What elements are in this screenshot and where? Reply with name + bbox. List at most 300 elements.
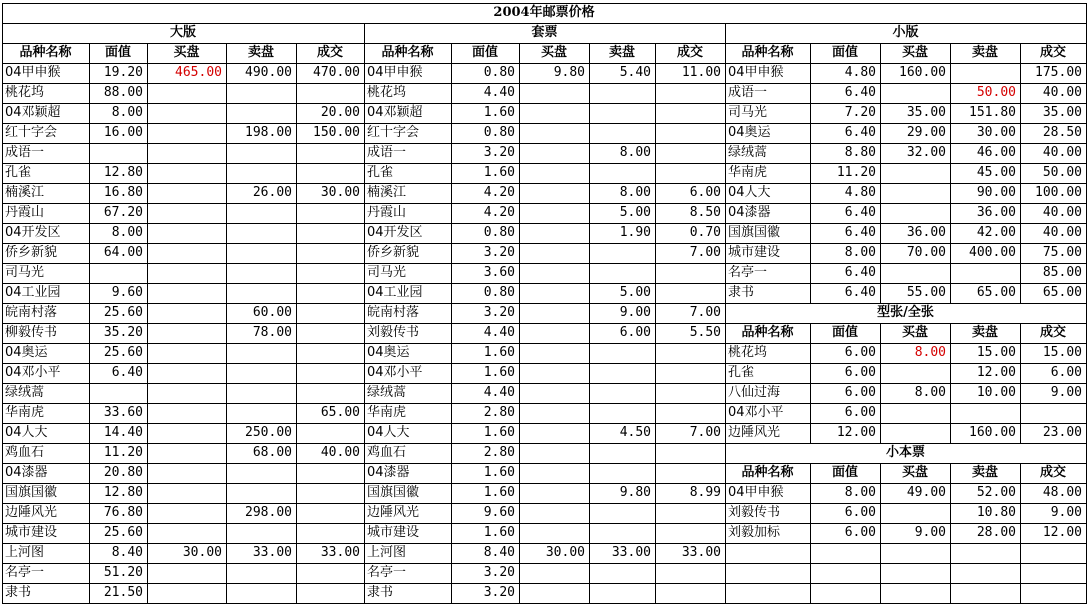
taopiao-cell-sell xyxy=(589,363,655,383)
grid-line xyxy=(519,43,520,603)
xiaoban-cell-sell: 45.00 xyxy=(976,165,1016,180)
xiaoban-cell-sell: 50.00 xyxy=(976,85,1016,100)
grid-line xyxy=(147,43,148,603)
grid-line xyxy=(725,423,1087,424)
taopiao-cell-buy xyxy=(519,283,589,303)
taopiao-cell-sell xyxy=(589,123,655,143)
daban-cell-name: 国旗国徽 xyxy=(5,485,58,500)
daban-cell-deal xyxy=(296,83,364,103)
daban-cell-buy xyxy=(147,243,226,263)
taopiao-cell-deal: 8.99 xyxy=(689,485,721,500)
taopiao-cell-buy xyxy=(519,83,589,103)
daban-cell-sell: 250.00 xyxy=(245,425,292,440)
grid-line xyxy=(655,43,656,603)
grid-line xyxy=(725,483,1087,484)
grid-line xyxy=(880,463,881,603)
daban-cell-sell xyxy=(226,243,296,263)
taopiao-cell-sell xyxy=(589,263,655,283)
xingzhang-cell-sell: 160.00 xyxy=(969,425,1016,440)
xiaoban-cell-deal: 28.50 xyxy=(1042,125,1082,140)
xingzhang-column-header: 品种名称 xyxy=(741,325,794,340)
daban-cell-name: 04人大 xyxy=(5,425,48,440)
taopiao-cell-deal xyxy=(655,383,725,403)
xiaoban-cell-sell: 151.80 xyxy=(969,105,1016,120)
daban-cell-face: 25.60 xyxy=(103,305,143,320)
daban-cell-deal xyxy=(296,423,364,443)
taopiao-cell-buy xyxy=(519,423,589,443)
xiaobenpiao-column-header: 卖盘 xyxy=(971,465,998,480)
grid-line xyxy=(725,243,1087,244)
daban-cell-face: 8.00 xyxy=(111,105,143,120)
daban-cell-buy xyxy=(147,403,226,423)
grid-line xyxy=(950,323,951,443)
taopiao-cell-face: 1.60 xyxy=(483,525,515,540)
daban-cell-face xyxy=(89,143,147,163)
taopiao-cell-face: 0.80 xyxy=(483,125,515,140)
xingzhang-cell-name: 桃花坞 xyxy=(728,345,768,360)
taopiao-cell-deal: 7.00 xyxy=(689,425,721,440)
grid-line xyxy=(1020,323,1021,443)
xiaobenpiao-cell-deal: 12.00 xyxy=(1042,525,1082,540)
xingzhang-cell-name: 八仙过海 xyxy=(728,385,781,400)
daban-cell-face: 11.20 xyxy=(103,445,143,460)
daban-cell-buy xyxy=(147,323,226,343)
taopiao-cell-buy xyxy=(519,223,589,243)
xiaoban-cell-name: 04奥运 xyxy=(728,125,771,140)
xingzhang-cell-deal: 9.00 xyxy=(1050,385,1082,400)
grid-line xyxy=(725,203,1087,204)
taopiao-cell-deal xyxy=(655,563,725,583)
taopiao-cell-buy xyxy=(519,443,589,463)
taopiao-cell-face: 0.80 xyxy=(483,285,515,300)
xiaoban-cell-name: 司马光 xyxy=(728,105,768,120)
taopiao-cell-name: 04甲申猴 xyxy=(367,65,423,80)
xiaoban-cell-face: 4.80 xyxy=(844,65,876,80)
daban-cell-name: 孔雀 xyxy=(5,165,32,180)
daban-cell-deal xyxy=(296,203,364,223)
daban-cell-name: 04邓颖超 xyxy=(5,105,61,120)
xiaoban-cell-face: 8.80 xyxy=(844,145,876,160)
grid-line xyxy=(725,123,1087,124)
taopiao-cell-name: 刘毅传书 xyxy=(367,325,420,340)
taopiao-cell-deal xyxy=(655,503,725,523)
daban-cell-sell xyxy=(226,523,296,543)
taopiao-cell-face: 3.60 xyxy=(483,265,515,280)
grid-line xyxy=(725,23,1087,24)
xiaoban-cell-name: 04漆器 xyxy=(728,205,771,220)
daban-cell-buy xyxy=(147,203,226,223)
taopiao-cell-buy xyxy=(519,363,589,383)
daban-cell-face: 21.50 xyxy=(103,585,143,600)
taopiao-cell-name: 华南虎 xyxy=(367,405,407,420)
taopiao-cell-deal xyxy=(655,143,725,163)
daban-cell-buy xyxy=(147,123,226,143)
daban-cell-face: 51.20 xyxy=(103,565,143,580)
taopiao-cell-deal xyxy=(655,403,725,423)
grid-line xyxy=(725,103,1087,104)
daban-cell-face: 88.00 xyxy=(103,85,143,100)
grid-line xyxy=(880,323,881,443)
xingzhang-cell-buy: 8.00 xyxy=(914,385,946,400)
grid-line xyxy=(725,323,1087,324)
taopiao-cell-name: 04奥运 xyxy=(367,345,410,360)
daban-cell-face: 12.80 xyxy=(103,485,143,500)
taopiao-cell-deal xyxy=(655,163,725,183)
taopiao-cell-face: 4.40 xyxy=(483,325,515,340)
xiaoban-column-header: 成交 xyxy=(1039,45,1066,60)
taopiao-column-header: 品种名称 xyxy=(381,45,434,60)
daban-cell-buy xyxy=(147,563,226,583)
xingzhang-cell-face: 6.00 xyxy=(844,345,876,360)
taopiao-cell-buy xyxy=(519,263,589,283)
daban-cell-face: 16.00 xyxy=(103,125,143,140)
taopiao-cell-deal xyxy=(655,123,725,143)
taopiao-cell-sell xyxy=(589,443,655,463)
grid-line xyxy=(725,223,1087,224)
taopiao-cell-buy xyxy=(519,103,589,123)
xiaoban-cell-deal: 40.00 xyxy=(1042,85,1082,100)
daban-cell-sell: 298.00 xyxy=(245,505,292,520)
xingzhang-cell-sell: 15.00 xyxy=(976,345,1016,360)
xingzhang-cell-face: 12.00 xyxy=(836,425,876,440)
xingzhang-cell-face: 6.00 xyxy=(844,365,876,380)
daban-cell-name: 皖南村落 xyxy=(5,305,58,320)
daban-cell-deal xyxy=(296,523,364,543)
taopiao-cell-buy xyxy=(519,243,589,263)
taopiao-cell-face: 4.20 xyxy=(483,205,515,220)
daban-column-header: 买盘 xyxy=(173,45,200,60)
taopiao-cell-sell xyxy=(589,583,655,603)
daban-cell-deal xyxy=(296,263,364,283)
grid-line xyxy=(810,463,811,603)
daban-cell-deal: 30.00 xyxy=(320,185,360,200)
xingzhang-column-header: 面值 xyxy=(831,325,858,340)
xiaoban-cell-face: 6.40 xyxy=(844,225,876,240)
xiaoban-cell-face: 6.40 xyxy=(844,125,876,140)
daban-cell-sell: 68.00 xyxy=(252,445,292,460)
daban-cell-face: 6.40 xyxy=(111,365,143,380)
daban-cell-buy xyxy=(147,223,226,243)
taopiao-column-header: 买盘 xyxy=(540,45,567,60)
taopiao-cell-deal xyxy=(655,343,725,363)
taopiao-cell-face: 2.80 xyxy=(483,405,515,420)
taopiao-cell-face: 4.20 xyxy=(483,185,515,200)
taopiao-cell-buy xyxy=(519,123,589,143)
daban-cell-face xyxy=(89,383,147,403)
xiaobenpiao-cell-name: 刘毅传书 xyxy=(728,505,781,520)
daban-column-header: 品种名称 xyxy=(19,45,72,60)
daban-cell-face xyxy=(89,263,147,283)
daban-cell-buy xyxy=(147,183,226,203)
daban-cell-sell xyxy=(226,223,296,243)
xiaoban-cell-name: 城市建设 xyxy=(728,245,781,260)
daban-cell-name: 04工业园 xyxy=(5,285,61,300)
taopiao-cell-buy xyxy=(519,583,589,603)
xingzhang-column-header: 买盘 xyxy=(901,325,928,340)
daban-cell-deal: 150.00 xyxy=(313,125,360,140)
grid-line xyxy=(364,23,365,603)
xingzhang-column-header: 卖盘 xyxy=(971,325,998,340)
section-title-taopiao: 套票 xyxy=(531,25,558,40)
daban-cell-name: 鸡血石 xyxy=(5,445,45,460)
xiaoban-cell-buy xyxy=(880,83,950,103)
taopiao-cell-name: 孔雀 xyxy=(367,165,394,180)
taopiao-cell-deal: 7.00 xyxy=(689,245,721,260)
daban-cell-deal xyxy=(296,503,364,523)
daban-cell-sell xyxy=(226,143,296,163)
grid-line xyxy=(1020,43,1021,303)
grid-line xyxy=(810,43,811,303)
xingzhang-cell-sell: 10.00 xyxy=(976,385,1016,400)
xiaoban-cell-face: 8.00 xyxy=(844,245,876,260)
taopiao-cell-sell xyxy=(589,403,655,423)
xiaoban-cell-buy xyxy=(880,183,950,203)
daban-cell-name: 丹霞山 xyxy=(5,205,45,220)
taopiao-cell-face: 1.60 xyxy=(483,485,515,500)
xiaoban-cell-sell xyxy=(950,63,1020,83)
daban-cell-sell xyxy=(226,163,296,183)
xiaoban-cell-deal: 40.00 xyxy=(1042,145,1082,160)
section-title-xiaobenpiao: 小本票 xyxy=(885,445,925,460)
taopiao-cell-name: 丹霞山 xyxy=(367,205,407,220)
daban-cell-face: 8.00 xyxy=(111,225,143,240)
daban-cell-name: 司马光 xyxy=(5,265,45,280)
daban-cell-deal xyxy=(296,303,364,323)
grid-line xyxy=(725,443,1087,444)
daban-cell-buy xyxy=(147,143,226,163)
daban-cell-name: 桃花坞 xyxy=(5,85,45,100)
xiaobenpiao-cell-buy: 9.00 xyxy=(914,525,946,540)
daban-cell-name: 04漆器 xyxy=(5,465,48,480)
section-title-daban: 大版 xyxy=(169,25,196,40)
grid-line xyxy=(725,523,1087,524)
xiaoban-cell-name: 04人大 xyxy=(728,185,771,200)
taopiao-cell-sell: 5.00 xyxy=(619,285,651,300)
daban-cell-buy xyxy=(147,523,226,543)
xiaoban-cell-name: 华南虎 xyxy=(728,165,768,180)
daban-cell-name: 04奥运 xyxy=(5,345,48,360)
taopiao-cell-name: 04工业园 xyxy=(367,285,423,300)
taopiao-cell-buy xyxy=(519,403,589,423)
taopiao-cell-face: 3.20 xyxy=(483,245,515,260)
daban-cell-name: 侨乡新貌 xyxy=(5,245,58,260)
taopiao-cell-buy xyxy=(519,563,589,583)
taopiao-cell-name: 成语一 xyxy=(367,145,407,160)
xiaoban-cell-buy xyxy=(880,203,950,223)
taopiao-cell-deal: 11.00 xyxy=(681,65,721,80)
xiaoban-cell-deal: 35.00 xyxy=(1042,105,1082,120)
taopiao-cell-sell: 6.00 xyxy=(619,325,651,340)
taopiao-cell-buy xyxy=(519,323,589,343)
xiaoban-cell-deal: 100.00 xyxy=(1035,185,1082,200)
taopiao-cell-buy xyxy=(519,143,589,163)
daban-cell-buy xyxy=(147,503,226,523)
taopiao-cell-sell: 8.00 xyxy=(619,185,651,200)
daban-cell-sell xyxy=(226,403,296,423)
taopiao-cell-face: 1.60 xyxy=(483,345,515,360)
taopiao-cell-name: 04漆器 xyxy=(367,465,410,480)
grid-line xyxy=(725,23,726,603)
grid-line xyxy=(725,563,1087,564)
daban-cell-buy xyxy=(147,103,226,123)
daban-cell-face: 25.60 xyxy=(103,525,143,540)
taopiao-cell-deal: 7.00 xyxy=(689,305,721,320)
daban-cell-sell: 26.00 xyxy=(252,185,292,200)
grid-line xyxy=(451,43,452,603)
daban-cell-sell: 78.00 xyxy=(252,325,292,340)
taopiao-cell-buy xyxy=(519,523,589,543)
taopiao-cell-face: 0.80 xyxy=(483,225,515,240)
taopiao-cell-sell: 9.00 xyxy=(619,305,651,320)
taopiao-cell-sell: 33.00 xyxy=(611,545,651,560)
xiaobenpiao-cell-face: 8.00 xyxy=(844,485,876,500)
taopiao-cell-face: 1.60 xyxy=(483,425,515,440)
xiaoban-cell-face: 7.20 xyxy=(844,105,876,120)
taopiao-cell-name: 04邓颖超 xyxy=(367,105,423,120)
xiaoban-cell-buy: 35.00 xyxy=(906,105,946,120)
taopiao-cell-face: 1.60 xyxy=(483,105,515,120)
taopiao-cell-name: 隶书 xyxy=(367,585,394,600)
daban-cell-sell xyxy=(226,83,296,103)
xiaoban-cell-name: 成语一 xyxy=(728,85,768,100)
daban-cell-buy xyxy=(147,463,226,483)
taopiao-cell-sell xyxy=(589,83,655,103)
daban-cell-deal xyxy=(296,363,364,383)
daban-cell-face: 35.20 xyxy=(103,325,143,340)
section-title-xingzhang: 型张/全张 xyxy=(877,305,934,320)
xingzhang-cell-face: 6.00 xyxy=(844,385,876,400)
grid-line xyxy=(2,3,1086,4)
xiaoban-cell-deal: 85.00 xyxy=(1042,265,1082,280)
taopiao-cell-buy xyxy=(519,303,589,323)
daban-cell-sell xyxy=(226,343,296,363)
taopiao-cell-name: 边陲风光 xyxy=(367,505,420,520)
daban-column-header: 成交 xyxy=(316,45,343,60)
taopiao-cell-buy xyxy=(519,183,589,203)
daban-cell-sell xyxy=(226,283,296,303)
xiaobenpiao-column-header: 品种名称 xyxy=(741,465,794,480)
daban-cell-deal: 40.00 xyxy=(320,445,360,460)
daban-cell-deal xyxy=(296,463,364,483)
xiaoban-cell-buy xyxy=(880,163,950,183)
daban-cell-deal xyxy=(296,583,364,603)
grid-line xyxy=(725,63,1087,64)
daban-cell-buy xyxy=(147,423,226,443)
xiaobenpiao-cell-face: 6.00 xyxy=(844,525,876,540)
daban-cell-buy xyxy=(147,283,226,303)
grid-line xyxy=(725,363,1087,364)
taopiao-cell-face: 1.60 xyxy=(483,165,515,180)
xingzhang-cell-buy xyxy=(880,423,950,443)
taopiao-cell-name: 司马光 xyxy=(367,265,407,280)
daban-cell-sell xyxy=(226,103,296,123)
daban-cell-sell: 490.00 xyxy=(245,65,292,80)
taopiao-cell-face: 3.20 xyxy=(483,145,515,160)
xiaobenpiao-column-header: 买盘 xyxy=(901,465,928,480)
xiaoban-cell-buy: 32.00 xyxy=(906,145,946,160)
xiaobenpiao-cell-name: 刘毅加标 xyxy=(728,525,781,540)
daban-cell-deal: 470.00 xyxy=(313,65,360,80)
xingzhang-cell-face: 6.00 xyxy=(844,405,876,420)
taopiao-cell-name: 04开发区 xyxy=(367,225,423,240)
daban-cell-face: 33.60 xyxy=(103,405,143,420)
xingzhang-cell-name: 孔雀 xyxy=(728,365,755,380)
grid-line xyxy=(725,583,1087,584)
taopiao-cell-name: 桃花坞 xyxy=(367,85,407,100)
daban-cell-deal xyxy=(296,563,364,583)
daban-cell-deal xyxy=(296,143,364,163)
xiaoban-cell-buy: 36.00 xyxy=(906,225,946,240)
daban-cell-face: 12.80 xyxy=(103,165,143,180)
taopiao-cell-deal: 33.00 xyxy=(681,545,721,560)
daban-cell-sell: 60.00 xyxy=(252,305,292,320)
xiaoban-cell-buy: 160.00 xyxy=(899,65,946,80)
xiaoban-cell-face: 6.40 xyxy=(844,285,876,300)
daban-cell-buy xyxy=(147,443,226,463)
taopiao-cell-face: 3.20 xyxy=(483,565,515,580)
daban-column-header: 卖盘 xyxy=(247,45,274,60)
taopiao-cell-buy xyxy=(519,463,589,483)
taopiao-cell-name: 鸡血石 xyxy=(367,445,407,460)
xiaobenpiao-column-header: 面值 xyxy=(831,465,858,480)
xiaoban-cell-deal: 40.00 xyxy=(1042,205,1082,220)
daban-cell-deal xyxy=(296,283,364,303)
taopiao-cell-name: 红十字会 xyxy=(367,125,420,140)
xiaoban-cell-deal: 65.00 xyxy=(1042,285,1082,300)
xiaoban-cell-name: 绿绒蒿 xyxy=(728,145,768,160)
grid-line xyxy=(725,83,1087,84)
xiaoban-cell-sell: 30.00 xyxy=(976,125,1016,140)
taopiao-cell-sell xyxy=(589,463,655,483)
daban-cell-deal xyxy=(296,483,364,503)
daban-cell-buy xyxy=(147,83,226,103)
xiaobenpiao-cell-deal: 48.00 xyxy=(1042,485,1082,500)
xingzhang-cell-deal: 23.00 xyxy=(1042,425,1082,440)
daban-cell-face: 20.80 xyxy=(103,465,143,480)
xingzhang-cell-deal xyxy=(1020,403,1086,423)
taopiao-cell-sell xyxy=(589,523,655,543)
daban-cell-name: 上河图 xyxy=(5,545,45,560)
daban-cell-sell xyxy=(226,263,296,283)
daban-cell-face: 14.40 xyxy=(103,425,143,440)
xiaoban-cell-buy: 55.00 xyxy=(906,285,946,300)
taopiao-cell-buy xyxy=(519,343,589,363)
daban-cell-name: 04甲申猴 xyxy=(5,65,61,80)
grid-line xyxy=(725,263,1087,264)
taopiao-cell-sell xyxy=(589,383,655,403)
grid-line xyxy=(810,323,811,443)
daban-cell-deal xyxy=(296,343,364,363)
xiaoban-cell-face: 6.40 xyxy=(844,205,876,220)
xiaoban-cell-sell: 65.00 xyxy=(976,285,1016,300)
taopiao-cell-sell: 5.00 xyxy=(619,205,651,220)
taopiao-cell-deal: 0.70 xyxy=(689,225,721,240)
daban-cell-deal: 33.00 xyxy=(320,545,360,560)
daban-column-header: 面值 xyxy=(104,45,131,60)
daban-cell-name: 楠溪江 xyxy=(5,185,45,200)
xingzhang-cell-sell xyxy=(950,403,1020,423)
daban-cell-sell xyxy=(226,363,296,383)
daban-cell-buy xyxy=(147,343,226,363)
taopiao-cell-buy xyxy=(519,163,589,183)
grid-line xyxy=(89,43,90,603)
daban-cell-deal xyxy=(296,163,364,183)
section-title-xiaoban: 小版 xyxy=(892,25,919,40)
daban-cell-name: 城市建设 xyxy=(5,525,58,540)
taopiao-cell-face: 2.80 xyxy=(483,445,515,460)
daban-cell-face: 19.20 xyxy=(103,65,143,80)
xingzhang-cell-deal: 6.00 xyxy=(1050,365,1082,380)
